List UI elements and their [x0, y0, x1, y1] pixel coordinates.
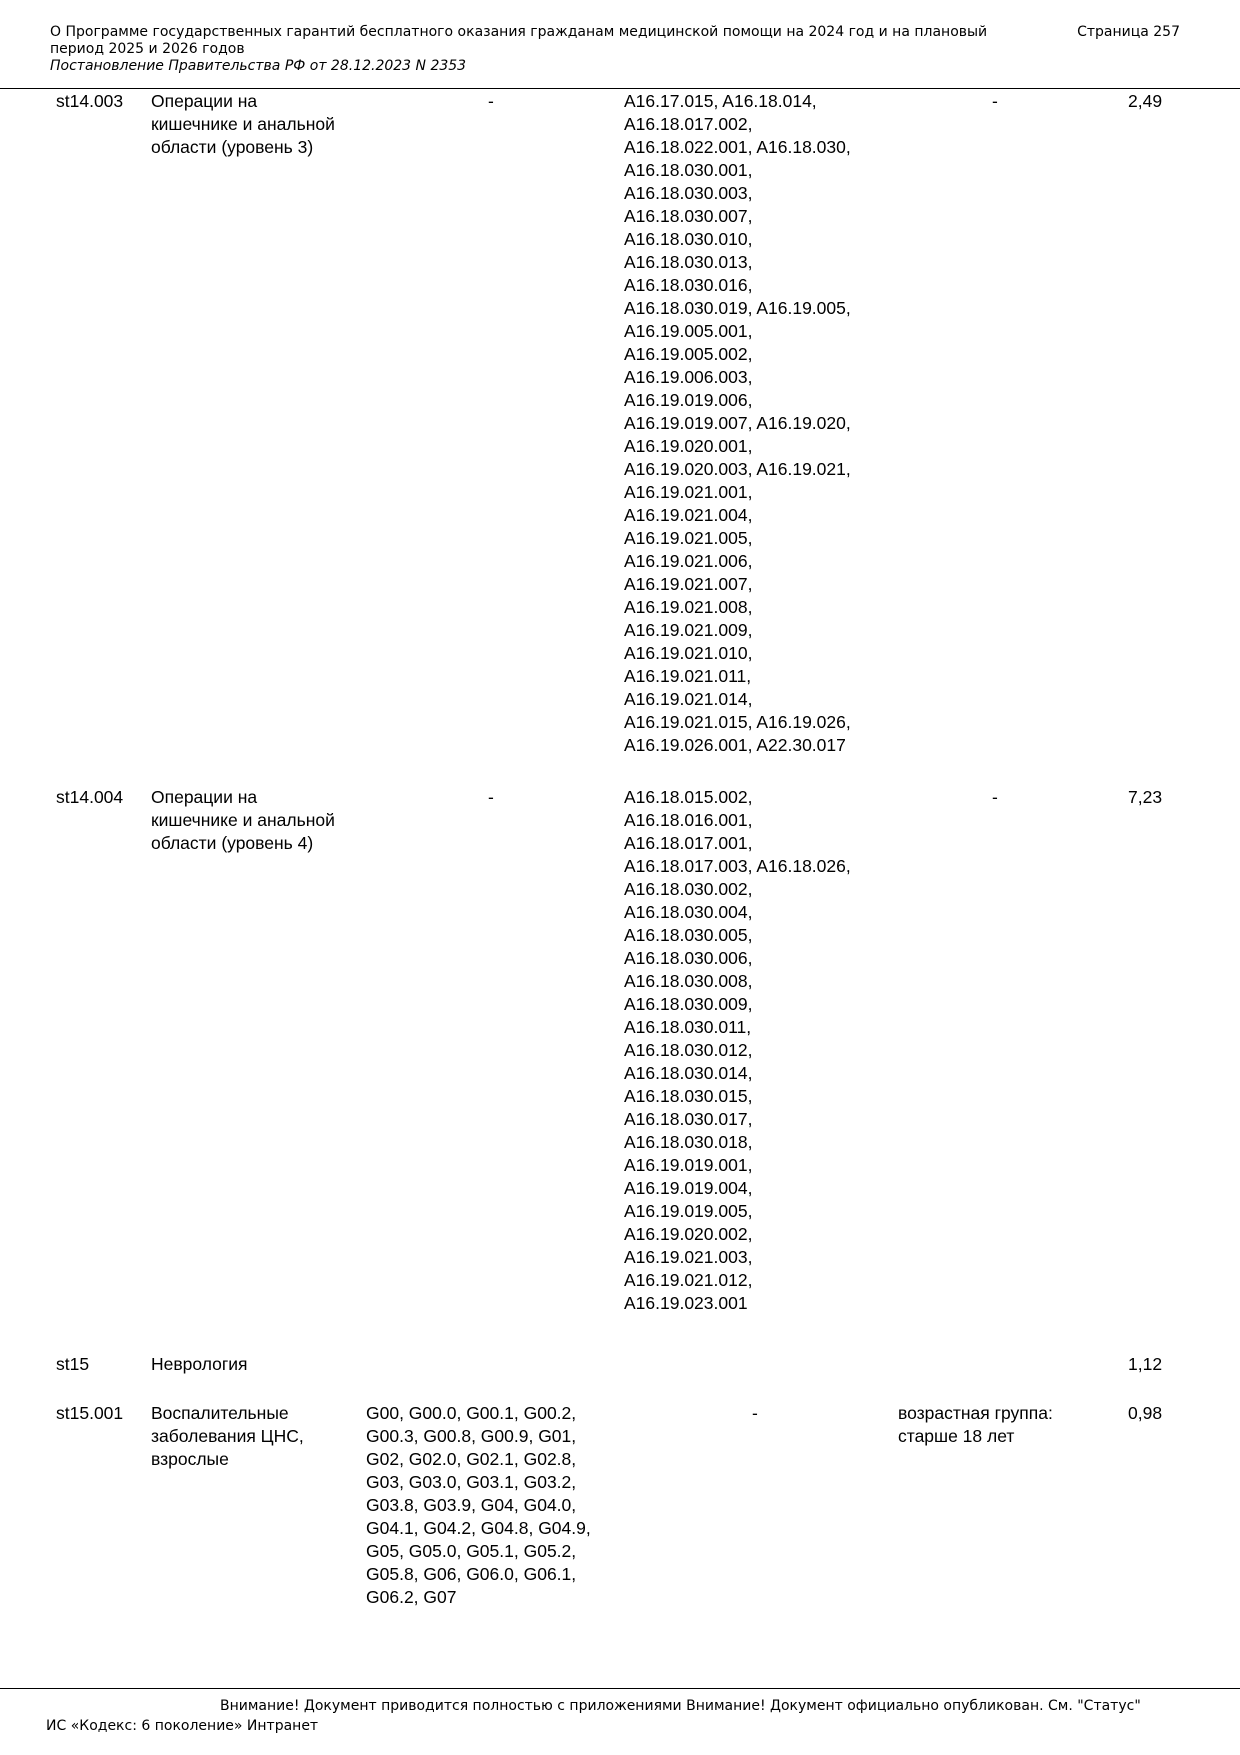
- diagnosis-code-line: G03.8, G03.9, G04, G04.0,: [366, 1495, 577, 1515]
- service-code-line: A16.18.030.013,: [624, 252, 753, 272]
- service-code-line: A16.18.030.018,: [624, 1132, 753, 1152]
- row-name-line: Неврология: [151, 1354, 248, 1374]
- service-code-line: A16.18.030.008,: [624, 971, 753, 991]
- footer-source: ИС «Кодекс: 6 поколение» Интранет: [46, 1718, 319, 1734]
- row-name-line: кишечнике и анальной: [151, 810, 335, 830]
- row-coefficient: 0,98: [1128, 1403, 1163, 1423]
- diagnosis-code-line: G06.2, G07: [366, 1587, 457, 1607]
- row-other-criteria: [898, 786, 1078, 809]
- service-code-line: A16.19.019.006,: [624, 390, 753, 410]
- service-code-line: A16.19.021.008,: [624, 597, 753, 617]
- diagnosis-code-line: G00.3, G00.8, G00.9, G01,: [366, 1426, 577, 1446]
- row-coefficient: 2,49: [1128, 91, 1163, 111]
- row-name: [151, 786, 356, 855]
- service-code-line: A16.19.006.003,: [624, 367, 753, 387]
- service-code-line: A16.18.030.006,: [624, 948, 753, 968]
- diagnosis-code-line: G02, G02.0, G02.1, G02.8,: [366, 1449, 577, 1469]
- row-code: st14.003: [56, 91, 124, 111]
- service-code-line: A16.18.030.004,: [624, 902, 753, 922]
- service-code-line: A16.18.015.002,: [624, 787, 753, 807]
- row-name: [151, 90, 356, 159]
- service-code-line: A16.19.026.001, A22.30.017: [624, 735, 846, 755]
- service-code-line: A16.18.030.012,: [624, 1040, 753, 1060]
- row-diagnoses-dash: -: [488, 787, 494, 807]
- row-name-line: Воспалительные: [151, 1403, 289, 1423]
- service-code-line: A16.18.030.011,: [624, 1017, 752, 1037]
- service-code-line: A16.19.021.010,: [624, 643, 753, 663]
- row-services: [624, 1402, 884, 1425]
- service-code-line: A16.19.005.001,: [624, 321, 753, 341]
- footer-warning: Внимание! Документ приводится полностью с приложениями Внимание! Документ официально опубликован. См. "Статус": [220, 1698, 1141, 1714]
- row-services-dash: -: [752, 1403, 758, 1423]
- service-code-line: A16.19.021.001,: [624, 482, 753, 502]
- service-code-line: A16.18.030.014,: [624, 1063, 753, 1083]
- service-code-line: A16.18.030.019, A16.19.005,: [624, 298, 851, 318]
- service-code-line: A16.19.005.002,: [624, 344, 753, 364]
- service-code-line: A16.19.020.001,: [624, 436, 753, 456]
- document-title-line-1: О Программе государственных гарантий бесплатного оказания гражданам медицинской помощи на 2024 год и на плановый: [50, 24, 988, 40]
- service-code-line: A16.18.030.009,: [624, 994, 753, 1014]
- service-code-line: A16.19.020.002,: [624, 1224, 753, 1244]
- service-code-line: A16.19.021.015, A16.19.026,: [624, 712, 851, 732]
- row-code: st14.004: [56, 787, 124, 807]
- row-name-line: кишечнике и анальной: [151, 114, 335, 134]
- row-diagnoses: [366, 1402, 616, 1609]
- row-other-dash: -: [992, 91, 998, 111]
- service-code-line: A16.19.021.014,: [624, 689, 753, 709]
- service-code-line: A16.19.020.003, A16.19.021,: [624, 459, 851, 479]
- row-coefficient: 1,12: [1128, 1354, 1163, 1374]
- diagnosis-code-line: G00, G00.0, G00.1, G00.2,: [366, 1403, 577, 1423]
- service-code-line: A16.19.021.007,: [624, 574, 753, 594]
- row-other-dash: -: [992, 787, 998, 807]
- service-code-line: A16.18.030.016,: [624, 275, 753, 295]
- row-name-line: взрослые: [151, 1449, 229, 1469]
- service-code-line: A16.18.030.001,: [624, 160, 753, 180]
- row-services: [624, 90, 884, 757]
- service-code-line: A16.19.019.004,: [624, 1178, 753, 1198]
- service-code-line: A16.18.017.003, A16.18.026,: [624, 856, 851, 876]
- service-code-line: A16.18.030.017,: [624, 1109, 753, 1129]
- service-code-line: A16.19.019.007, A16.19.020,: [624, 413, 851, 433]
- service-code-line: A16.18.017.002,: [624, 114, 753, 134]
- service-code-line: A16.19.021.009,: [624, 620, 753, 640]
- header-divider: [0, 88, 1240, 89]
- diagnosis-code-line: G03, G03.0, G03.1, G03.2,: [366, 1472, 577, 1492]
- service-code-line: A16.18.030.007,: [624, 206, 753, 226]
- row-name-line: заболевания ЦНС,: [151, 1426, 304, 1446]
- row-name: [151, 1353, 356, 1376]
- row-name-line: области (уровень 4): [151, 833, 314, 853]
- row-name: [151, 1402, 356, 1471]
- service-code-line: A16.17.015, A16.18.014,: [624, 91, 817, 111]
- row-name-line: Операции на: [151, 91, 258, 111]
- row-other-line: возрастная группа:: [898, 1403, 1053, 1423]
- page-header: [50, 24, 1180, 75]
- document-title-line-2: период 2025 и 2026 годов: [50, 41, 245, 57]
- service-code-line: A16.18.030.005,: [624, 925, 753, 945]
- row-diagnoses-dash: -: [488, 91, 494, 111]
- row-other-line: старше 18 лет: [898, 1426, 1015, 1446]
- service-code-line: A16.19.021.006,: [624, 551, 753, 571]
- row-code: st15.001: [56, 1403, 124, 1423]
- row-name-line: области (уровень 3): [151, 137, 314, 157]
- document-title: [50, 24, 1040, 58]
- page-number: Страница 257: [1077, 24, 1180, 40]
- row-diagnoses: [366, 786, 616, 809]
- row-services: [624, 786, 884, 1315]
- service-code-line: A16.18.022.001, A16.18.030,: [624, 137, 851, 157]
- service-code-line: A16.19.021.004,: [624, 505, 753, 525]
- diagnosis-code-line: G05.8, G06, G06.0, G06.1,: [366, 1564, 577, 1584]
- service-code-line: A16.18.030.010,: [624, 229, 753, 249]
- row-name-line: Операции на: [151, 787, 258, 807]
- row-coefficient: 7,23: [1128, 787, 1163, 807]
- service-code-line: A16.18.030.002,: [624, 879, 753, 899]
- service-code-line: A16.18.030.015,: [624, 1086, 753, 1106]
- row-other-criteria: [898, 1402, 1078, 1448]
- document-subtitle: Постановление Правительства РФ от 28.12.2023 N 2353: [50, 58, 467, 74]
- footer-divider: [0, 1688, 1240, 1689]
- diagnosis-code-line: G04.1, G04.2, G04.8, G04.9,: [366, 1518, 591, 1538]
- service-code-line: A16.18.017.001,: [624, 833, 753, 853]
- service-code-line: A16.18.016.001,: [624, 810, 753, 830]
- row-diagnoses: [366, 90, 616, 113]
- diagnosis-code-line: G05, G05.0, G05.1, G05.2,: [366, 1541, 577, 1561]
- row-other-criteria: [898, 90, 1078, 113]
- service-code-line: A16.19.021.012,: [624, 1270, 753, 1290]
- service-code-line: A16.19.021.003,: [624, 1247, 753, 1267]
- service-code-line: A16.19.021.005,: [624, 528, 753, 548]
- service-code-line: A16.19.021.011,: [624, 666, 752, 686]
- service-code-line: A16.19.019.005,: [624, 1201, 753, 1221]
- service-code-line: A16.19.023.001: [624, 1293, 748, 1313]
- row-code: st15: [56, 1354, 90, 1374]
- service-code-line: A16.18.030.003,: [624, 183, 753, 203]
- service-code-line: A16.19.019.001,: [624, 1155, 753, 1175]
